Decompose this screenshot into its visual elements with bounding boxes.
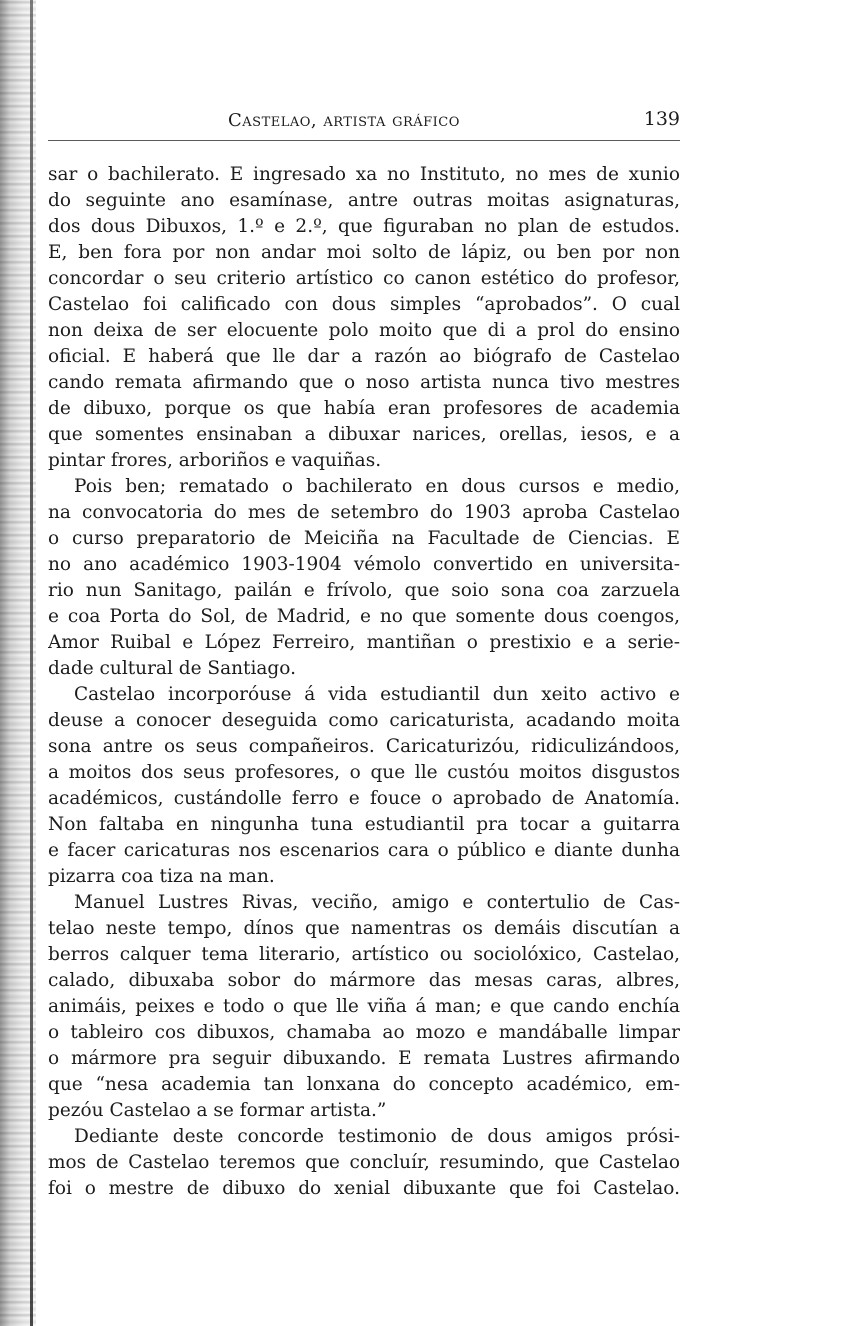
text-line: deuse a conocer deseguida como caricaturista, acadando moita <box>48 710 680 731</box>
text-line: berros calquer tema literario, artístico ou sociolóxico, Castelao, <box>48 944 680 965</box>
text-line: concordar o seu criterio artístico co canon estético do profesor, <box>48 268 680 289</box>
text-line: sona antre os seus compañeiros. Caricaturizóu, ridiculizándoos, <box>48 736 680 757</box>
text-line: do seguinte ano esamínase, antre outras moitas asignaturas, <box>48 190 680 211</box>
header-rule <box>48 140 680 141</box>
text-line: pintar frores, arboriños e vaquiñas. <box>48 450 382 471</box>
text-line: Manuel Lustres Rivas, veciño, amigo e contertulio de Cas- <box>74 892 680 913</box>
text-line: dade cultural de Santiago. <box>48 658 296 679</box>
text-line: oficial. E haberá que lle dar a razón ao biógrafo de Castelao <box>48 346 680 367</box>
text-line: a moitos dos seus profesores, o que lle custóu moitos disgustos <box>48 762 680 783</box>
page-header <box>48 104 680 140</box>
text-line: no ano académico 1903-1904 vémolo convertido en universita- <box>48 554 680 575</box>
text-line: dos dous Dibuxos, 1.º e 2.º, que figuraban no plan de estudos. <box>48 216 680 237</box>
text-line: e facer caricaturas nos escenarios cara o público e diante dunha <box>48 840 680 861</box>
text-line: foi o mestre de dibuxo do xenial dibuxante que foi Castelao. <box>48 1178 680 1199</box>
text-line: telao neste tempo, dínos que namentras os demáis discutían a <box>48 918 680 939</box>
text-line: sar o bachilerato. E ingresado xa no Instituto, no mes de xunio <box>48 164 680 185</box>
text-line: Castelao foi calificado con dous simples “aprobados”. O cual <box>48 294 680 315</box>
text-line: pezóu Castelao a se formar artista.” <box>48 1100 387 1121</box>
text-line: de dibuxo, porque os que había eran profesores de academia <box>48 398 680 419</box>
text-line: e coa Porta do Sol, de Madrid, e no que somente dous coengos, <box>48 606 680 627</box>
text-line: o tableiro cos dibuxos, chamaba ao mozo e mandáballe limpar <box>48 1022 680 1043</box>
text-line: na convocatoria do mes de setembro do 1903 aproba Castelao <box>48 502 680 523</box>
text-line: Castelao incorporóuse á vida estudiantil dun xeito activo e <box>74 684 680 705</box>
body-text <box>48 162 680 1202</box>
text-line: pizarra coa tiza na man. <box>48 866 275 887</box>
text-line: Dediante deste concorde testimonio de dous amigos prósi- <box>74 1126 680 1147</box>
text-line: mos de Castelao teremos que concluír, resumindo, que Castelao <box>48 1152 680 1173</box>
text-line: Pois ben; rematado o bachilerato en dous cursos e medio, <box>74 476 680 497</box>
text-line: E, ben fora por non andar moi solto de lápiz, ou ben por non <box>48 242 680 263</box>
text-line: calado, dibuxaba sobor do mármore das mesas caras, albres, <box>48 970 680 991</box>
text-line: que “nesa academia tan lonxana do concepto académico, em- <box>48 1074 680 1095</box>
text-line: académicos, custándolle ferro e fouce o aprobado de Anatomía. <box>48 788 680 809</box>
page-binding-edge <box>30 0 33 1326</box>
text-line: animáis, peixes e todo o que lle viña á man; e que cando enchía <box>48 996 680 1017</box>
text-line: que somentes ensinaban a dibuxar narices, orellas, iesos, e a <box>48 424 680 445</box>
text-line: o curso preparatorio de Meiciña na Facultade de Ciencias. E <box>48 528 680 549</box>
text-line: cando remata afirmando que o noso artista nunca tivo mestres <box>48 372 680 393</box>
text-line: non deixa de ser elocuente polo moito que di a prol do ensino <box>48 320 680 341</box>
page-number: 139 <box>643 108 680 130</box>
text-line: o mármore pra seguir dibuxando. E remata Lustres afirmando <box>48 1048 680 1069</box>
running-title: Castelao, artista gráfico <box>228 110 460 131</box>
text-line: Amor Ruibal e López Ferreiro, mantiñan o prestixio e a serie- <box>48 632 680 653</box>
text-line: rio nun Sanitago, pailán e frívolo, que soio sona coa zarzuela <box>48 580 680 601</box>
text-line: Non faltaba en ningunha tuna estudiantil pra tocar a guitarra <box>48 814 680 835</box>
